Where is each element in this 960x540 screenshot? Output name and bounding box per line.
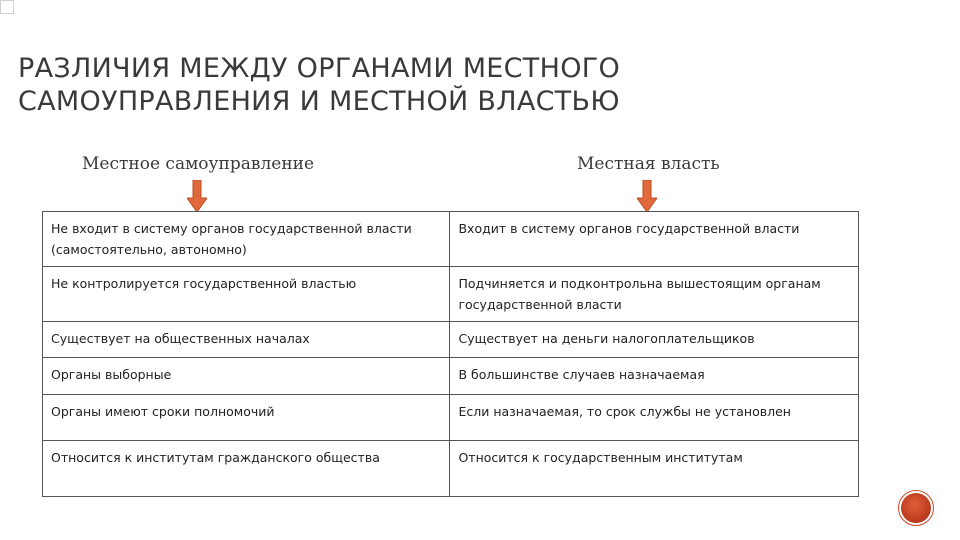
corner-accent [0, 0, 14, 14]
table-row [43, 322, 859, 358]
slide-nav-icon[interactable] [898, 490, 934, 526]
table-row [43, 395, 859, 441]
table-cell-right: Подчиняется и подконтрольна вышестоящим органам государственной власти [450, 267, 859, 322]
table-row [43, 441, 859, 497]
table-row [43, 358, 859, 395]
table-row [43, 212, 859, 267]
table-cell-left: Существует на общественных началах [43, 322, 450, 358]
arrow-down-icon [187, 180, 207, 212]
table-cell-right: Если назначаемая, то срок службы не установлен [450, 395, 859, 441]
arrow-down-icon [637, 180, 657, 212]
column-header-local-authority: Местная власть [577, 154, 720, 174]
comparison-table [42, 211, 859, 497]
table-cell-right: Существует на деньги налогоплательщиков [450, 322, 859, 358]
table-cell-left: Не входит в систему органов государственной власти (самостоятельно, автономно) [43, 212, 450, 267]
table-cell-left: Не контролируется государственной властью [43, 267, 450, 322]
table-cell-right: В большинстве случаев назначаемая [450, 358, 859, 395]
table-cell-left: Органы имеют сроки полномочий [43, 395, 450, 441]
page-title: РАЗЛИЧИЯ МЕЖДУ ОРГАНАМИ МЕСТНОГО САМОУПРАВЛЕНИЯ И МЕСТНОЙ ВЛАСТЬЮ [18, 53, 621, 117]
table-row [43, 267, 859, 322]
table-cell-left: Относится к институтам гражданского общества [43, 441, 450, 497]
table-cell-right: Входит в систему органов государственной власти [450, 212, 859, 267]
table-cell-left: Органы выборные [43, 358, 450, 395]
column-header-local-self-government: Местное самоуправление [82, 154, 315, 174]
table-cell-right: Относится к государственным институтам [450, 441, 859, 497]
slide-nav-icon-inner [901, 493, 931, 523]
